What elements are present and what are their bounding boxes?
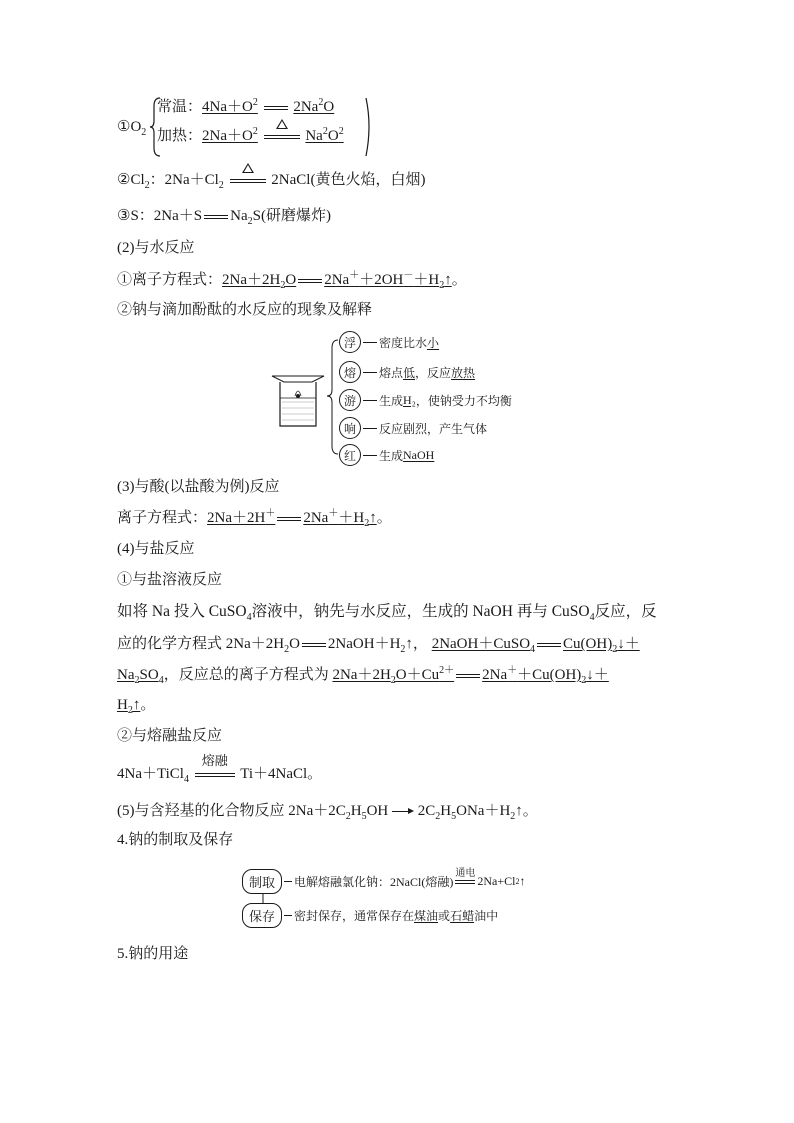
diagram-item-sound: 响 反应剧烈，产生气体 xyxy=(339,417,487,439)
acid-ionic-equation: 离子方程式：2Na＋2H＋ $2Na^++H_2↑$。 xyxy=(117,508,392,529)
equals-sign-icon xyxy=(296,271,324,291)
phenomena-heading: ②钠与滴加酚酞的水反应的现象及解释 xyxy=(117,302,373,318)
diagram-brace-icon xyxy=(326,334,340,460)
salt-heading: (4)与盐反应 xyxy=(117,541,195,557)
heat-equals-sign xyxy=(228,171,268,191)
melt-equals-sign: 熔融 xyxy=(193,765,237,785)
s-line: ③S：2Na＋S $Na_2S$(研磨爆炸) xyxy=(117,208,331,227)
heat-triangle-icon xyxy=(242,163,254,173)
salt-paragraph-line-1: 如将 Na 投入 CuSO$_4$溶液中，钠先与水反应，生成的 NaOH 再与 CuSO$_4$反应，反 xyxy=(117,603,657,624)
acid-heading: (3)与酸(以盐酸为例)反应 xyxy=(117,479,280,495)
equals-sign-icon xyxy=(275,509,303,529)
melt-equation: 4Na＋TiCl$_4$ 熔融 Ti＋4NaCl。 xyxy=(117,752,323,785)
melt-heading: ②与熔融盐反应 xyxy=(117,728,223,744)
o2-room-temp-line: 常温：$4Na+O^2$ 2Na$^2$O xyxy=(157,97,334,118)
equals-sign-icon xyxy=(262,98,290,118)
uses-heading: 5.钠的用途 xyxy=(117,946,189,962)
o2-heat-line: 加热：$2Na+O^2$ $Na^2O^2$ xyxy=(157,126,344,147)
salt-paragraph-line-2: 应的化学方程式 $2Na+2H_2O$ $2NaOH+H_2↑$， 2NaOH＋CuSO$_4$ $Cu(OH)_2↓+$ xyxy=(117,636,640,655)
beaker-icon xyxy=(268,368,328,430)
salt-solution-heading: ①与盐溶液反应 xyxy=(117,572,223,588)
equals-sign-icon xyxy=(202,207,230,227)
salt-paragraph-line-3: $Na_2SO_4$，反应总的离子方程式为 $2Na+2H_2O+Cu^{2+}$ $2Na^++Cu(OH)_2↓+$ xyxy=(117,665,609,686)
diagram-item-melt: 熔 熔点 低 ，反应 放热 xyxy=(339,361,475,383)
cl2-line: $②Cl_2$：$2Na+Cl_2$ 2NaCl(黄色火焰，白烟) xyxy=(117,170,425,191)
hydroxyl-line: (5)与含羟基的化合物反应 $2Na+2C_2H_5OH$ $2C_2H_5ONa+H_2↑$。 xyxy=(117,803,538,822)
arrow-right-icon xyxy=(392,807,414,817)
prep-store-row: 保存 密封保存，通常保存在 煤油 或 石蜡 油中 xyxy=(242,903,498,928)
diagram-item-swim: 游 生成 H₂ ，使钠受力不均衡 xyxy=(339,389,512,411)
right-paren-icon xyxy=(364,96,374,158)
o2-label: $①O_2$ xyxy=(117,119,147,138)
equals-sign-icon xyxy=(300,635,328,655)
heat-equals-sign xyxy=(262,127,302,147)
salt-paragraph-line-4: $H_2↑$。 xyxy=(117,697,156,716)
diagram-item-float: 浮 密度比水 小 xyxy=(339,331,439,353)
electrolysis-equals-sign: 通电 xyxy=(453,872,477,892)
water-heading: (2)与水反应 xyxy=(117,240,195,256)
equals-sign-icon xyxy=(535,635,563,655)
prep-heading: 4.钠的制取及保存 xyxy=(117,832,234,848)
equals-sign-icon xyxy=(454,666,482,686)
water-ionic-equation: ①离子方程式：$2Na+2H_2O$ $2Na^++2OH^-+H_2↑$。 xyxy=(117,270,467,291)
heat-triangle-icon xyxy=(276,119,288,129)
prep-make-row: 制取 电解熔融氯化钠：2NaCl(熔融) 通电 2Na+Cl 2 ↑ xyxy=(242,869,525,894)
diagram-item-red: 红 生成 NaOH xyxy=(339,444,434,466)
